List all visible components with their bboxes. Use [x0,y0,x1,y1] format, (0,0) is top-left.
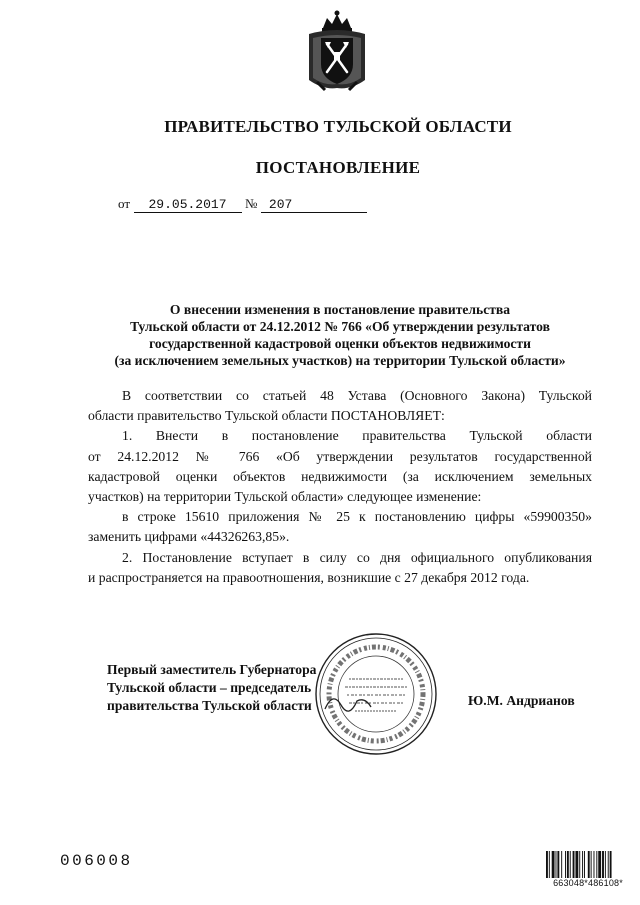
decree-subject [80,301,600,369]
barcode-bar [561,851,562,878]
barcode-bar [579,851,580,878]
item-1-line: участков) на территории Тульской области» следующее изменение: [88,489,482,505]
barcode-bar [591,851,592,878]
document-number: 207 [261,198,367,213]
barcode-bar [556,851,557,878]
signer-position-line: Тульской области – председатель [107,680,312,695]
barcode-bar [557,851,559,878]
barcode-icon [546,851,630,878]
item-2-line: и распространяется на правоотношения, возникшие с 27 декабря 2012 года. [88,569,530,585]
barcode-bar [605,851,606,878]
subject-line: (за исключением земельных участков) на территории Тульской области» [114,353,566,368]
barcode-bar [552,851,555,878]
signer-position-line: Первый заместитель Губернатора [107,662,317,677]
barcode-number: 663048*486108* [553,878,623,888]
barcode-bar [594,851,595,878]
barcode-bar [584,851,585,878]
subject-line: государственной кадастровой оценки объектов недвижимости [149,336,531,351]
barcode-bar [573,851,575,878]
barcode-bar [582,851,583,878]
item-1-detail-line: в строке 15610 приложения № 25 к постановлению цифры «59900350» [122,509,592,525]
item-2-line: 2. Постановление вступает в силу со дня официального опубликования [122,549,592,565]
barcode-bar [596,851,597,878]
official-seal-stamp-icon [313,631,439,757]
document-date: 29.05.2017 [134,198,242,213]
item-1-line: от 24.12.2012 № 766 «Об утверждении результатов государственной [88,448,592,464]
government-title: ПРАВИТЕЛЬСТВО ТУЛЬСКОЙ ОБЛАСТИ [164,117,512,136]
item-1-detail-line: заменить цифрами «44326263,85». [88,529,290,545]
barcode-bar [549,851,550,878]
barcode-bar [602,851,604,878]
barcode-bar [575,851,578,878]
document-serial-number: 006008 [60,852,133,870]
signer-position-line: правительства Тульской области [107,698,312,713]
item-1-line: кадастровой оценки объектов недвижимости (за исключением земельных [88,468,592,484]
barcode-bar [588,851,590,878]
coat-of-arms-emblem-icon [303,8,371,92]
barcode-bar [598,851,601,878]
document-type-title: ПОСТАНОВЛЕНИЕ [255,158,421,177]
subject-line: О внесении изменения в постановление правительства [169,302,511,317]
barcode-bar [608,851,609,878]
signer-name: Ю.М. Андрианов [468,693,575,708]
barcode-bar [546,851,548,878]
decree-body [88,386,592,588]
preamble-line: В соответствии со статьей 48 Устава (Основного Закона) Тульской [122,388,592,403]
subject-line: Тульской области от 24.12.2012 № 766 «Об утверждении результатов [130,319,550,334]
date-number-line [118,196,367,213]
barcode-bar [567,851,569,878]
barcode-bar [610,851,612,878]
signer-position [107,661,316,715]
number-prefix: № [245,196,258,211]
preamble-line: области правительство Тульской области ПОСТАНОВЛЯЕТ: [88,408,445,424]
barcode-bar [565,851,566,878]
barcode-bar [570,851,571,878]
date-prefix: от [118,196,131,211]
item-1-line: 1. Внести в постановление правительства Тульской области [122,428,592,444]
